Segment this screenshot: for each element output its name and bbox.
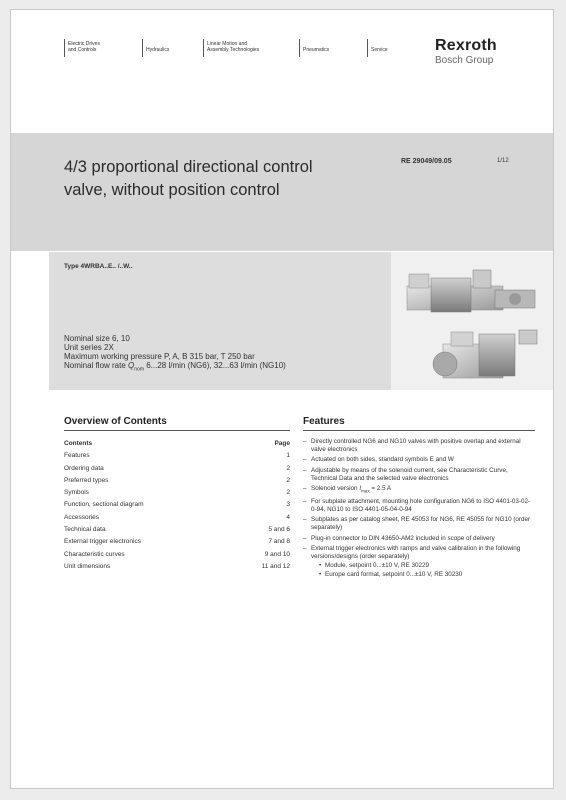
brand-logo: Rexroth: [435, 37, 497, 54]
valve-lower: [433, 330, 537, 378]
page-count: 1/12: [497, 158, 509, 164]
contents-row[interactable]: Technical data 5 and 6: [64, 526, 290, 534]
feature-item: – Directly controlled NG6 and NG10 valves with positive overlap and external valve electronics: [303, 438, 521, 453]
contents-header-row: Contents Page: [64, 440, 290, 447]
feature-item-trigger-electronics: – External trigger electronics with ramps and valve calibration in the following versions/designs (order separately) • Module, setpoint 0...±10 V, RE 30229 • Europe card format, setpoint 0...±10 V, RE 30230: [303, 545, 535, 579]
nav-electric-drives[interactable]: Electric Drives and Controls: [64, 39, 100, 57]
contents-row[interactable]: Accessories 4: [64, 513, 290, 521]
feature-item: – For subplate attachment, mounting hole configuration NG6 to ISO 4401-03-02-0-94, NG10 to ISO 4401-05-04-0-94: [303, 497, 531, 513]
spec-line: Maximum working pressure P, A, B 315 bar, T 250 bar: [64, 352, 255, 361]
feature-item: – Plug-in connector to DIN 43650-AM2 included in scope of delivery: [303, 534, 495, 542]
type-designation: Type 4WRBA..E.. /..W..: [64, 263, 133, 270]
spec-line-flow: Nominal flow rate $Q_{nom}$ 6...28 l/min (NG6), 32...63 l/min (NG10): [64, 361, 286, 373]
nav-hydraulics[interactable]: Hydraulics: [142, 39, 169, 57]
valve-product-image: [395, 256, 551, 386]
nav-pneumatics[interactable]: Pneumatics: [299, 39, 329, 57]
contents-row[interactable]: Unit dimensions 11 and 12: [64, 562, 290, 570]
feature-item: – Adjustable by means of the solenoid current, see Characteristic Curve, Technical Data and the selected valve electronics: [303, 466, 508, 482]
contents-table: [64, 438, 290, 573]
contents-row[interactable]: Ordering data 2: [64, 464, 290, 472]
overview-rule: [64, 430, 290, 431]
contents-row[interactable]: Function, sectional diagram 3: [64, 501, 290, 509]
contents-row[interactable]: Features 1: [64, 452, 290, 460]
brand-subtitle: Bosch Group: [435, 55, 494, 66]
datasheet-page: [10, 9, 554, 789]
spec-summary: [64, 334, 286, 375]
nav-service[interactable]: Service: [367, 39, 388, 57]
contents-row[interactable]: Characteristic curves 9 and 10: [64, 550, 290, 558]
feature-subitem: • Module, setpoint 0...±10 V, RE 30229: [319, 561, 430, 569]
features-list: [303, 438, 535, 581]
feature-item-solenoid: – Solenoid version $I_{max} = 2.5$ A: [303, 485, 392, 494]
features-heading: Features: [303, 416, 345, 427]
page-title: 4/3 proportional directional control valve, without position control: [64, 158, 313, 199]
contents-row[interactable]: Symbols 2: [64, 489, 290, 497]
spec-line: Nominal size 6, 10: [64, 334, 130, 343]
features-rule: [303, 430, 535, 431]
spec-line: Unit series 2X: [64, 343, 114, 352]
feature-item: – Subplates as per catalog sheet, RE 45053 for NG6, RE 45055 for NG10 (order separately): [303, 516, 531, 532]
nav-linear-motion[interactable]: Linear Motion and Assembly Technologies: [203, 39, 259, 57]
feature-subitem: • Europe card format, setpoint 0...±10 V, RE 30230: [319, 570, 463, 578]
contents-row[interactable]: Preferred types 2: [64, 476, 290, 484]
feature-item: – Actuated on both sides, standard symbols E and W: [303, 456, 454, 464]
valve-upper: [407, 270, 535, 312]
contents-row[interactable]: External trigger electronics 7 and 8: [64, 538, 290, 546]
overview-heading: Overview of Contents: [64, 416, 167, 427]
document-number: RE 29049/09.05: [401, 158, 452, 165]
